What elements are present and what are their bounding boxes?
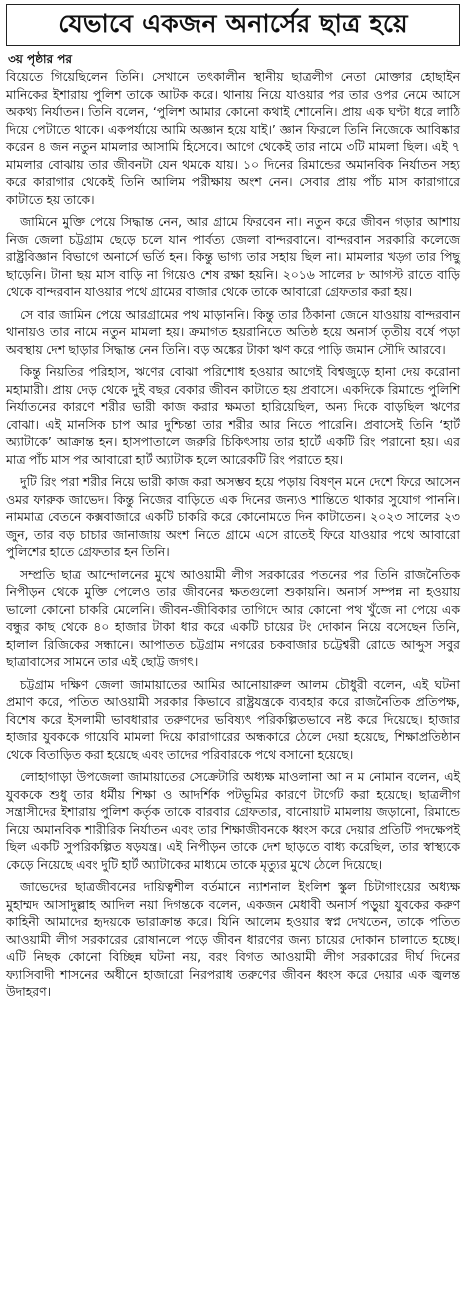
paragraph: সে বার জামিন পেয়ে আরগ্রামের পথ মাড়াননি। কিন্তু তার ঠিকানা জেনে যাওয়ায় বান্দরবান থানায়ও তার নামে নতুন মামলা হয়। ক্রমাগত হয়রানিতে অতিষ্ঠ হয়ে অনার্স তৃতীয় বর্ষে পড়া অবস্থায় দেশ ছাড়ার সিদ্ধান্ত নেন তিনি। বড় অঙ্কের টাকা ঋণ করে পাড়ি জমান সৌদি আরবে।: [6, 306, 460, 357]
paragraph: দুটি রিং পরা শরীর নিয়ে ভারী কাজ করা অসম্ভব হয়ে পড়ায় বিষণ্ন মনে দেশে ফিরে আসেন ওমর ফারুক জাভেদ। কিন্তু নিজের বাড়িতে এক দিনের জন্যও শান্তিতে থাকার সুযোগ পাননি। নামমাত্র বেতনে কক্সবাজারে একটি চাকরি করে কোনোমতে দিন কাটাতেন। ২০২৩ সালের ২৩ জুন, তার বড় চাচার জানাজায় অংশ নিতে গ্রামে এসে রাতেই ফিরে যাওয়ার পথে আবারো পুলিশের হাতে গ্রেফতার হন তিনি।: [6, 474, 460, 559]
paragraph: কিন্তু নিয়তির পরিহাস, ঋণের বোঝা পরিশোধ হওয়ার আগেই বিশ্বজুড়ে হানা দেয় করোনা মহামারী। প্রায় দেড় থেকে দুই বছর বেকার জীবন কাটাতে হয় প্রবাসে। একদিকে রিমান্ডে পুলিশি নির্যাতনের কারণে শরীর ভারী কাজ করার ক্ষমতা হারিয়েছিল, অন্য দিকে বাড়ছিল ঋণের বোঝা। এই মানসিক চাপ আর দুশ্চিন্তা তার শরীর আর নিতে পারেনি। প্রবাসেই তিনি ‘হার্ট অ্যাটাকে’ আক্রান্ত হন। হাসপাতালে জরুরি চিকিৎসায় তার হার্টে একটি রিং পরানো হয়। এর মাত্র পাঁচ মাস পর আবারো হার্ট অ্যাটাক হলে আরেকটি রিং পরাতে হয়।: [6, 364, 460, 467]
news-article: [0, 4, 466, 1302]
article-body: [6, 68, 460, 1001]
paragraph: চট্টগ্রাম দক্ষিণ জেলা জামায়াতের আমির আনোয়ারুল আলম চৌধুরী বলেন, এই ঘটনা প্রমাণ করে, পতিত আওয়ামী সরকার কিভাবে রাষ্ট্রযন্ত্রকে ব্যবহার করে রাজনৈতিক প্রতিপক্ষ, বিশেষ করে ইসলামী ভাবধারার তরুণদের ভবিষ্যৎ পরিকল্পিতভাবে নষ্ট করে দিয়েছে। হাজার হাজার যুবককে গায়েবি মামলা দিয়ে কারাগারের অন্ধকারে ঠেলে দেয়া হয়েছে, শিক্ষাপ্রতিষ্ঠান থেকে বিতাড়িত করা হয়েছে এবং তাদের পরিবারকে পথে বসানো হয়েছে।: [6, 676, 460, 762]
continued-from-label: ৩য় পৃষ্ঠার পর: [8, 52, 73, 66]
headline: যেভাবে একজন অনার্সের ছাত্র হয়ে: [58, 8, 408, 38]
paragraph: লোহাগাড়া উপজেলা জামায়াতের সেক্রেটারি অধ্যক্ষ মাওলানা আ ন ম নোমান বলেন, এই যুবককে শুধু তার ধর্মীয় শিক্ষা ও আদর্শিক পটভূমির কারণে টার্গেট করা হয়েছে। ছাত্রলীগ সন্ত্রাসীদের ইশারায় পুলিশ কর্তৃক তাকে বারবার গ্রেফতার, বানোয়াট মামলায় জড়ানো, রিমান্ডে নিয়ে অমানবিক শারীরিক নির্যাতন এবং তার শিক্ষাজীবনকে ধ্বংস করে দেয়ার প্রতিটি পদক্ষেপই ছিল একটি সুপরিকল্পিত ষড়যন্ত্র। এই নিপীড়ন তাকে দেশ ছাড়তে বাধ্য করেছিল, তার স্বাস্থ্যকে কেড়ে নিয়েছে এবং দুটি হার্ট অ্যাটাকের মাধ্যমে তাকে মৃত্যুর মুখে ঠেলে দিয়েছে।: [6, 769, 460, 872]
paragraph: বিয়েতে গিয়েছিলেন তিনি। সেখানে তৎকালীন স্থানীয় ছাত্রলীগ নেতা মোক্তার হোছাইন মানিকের ইশারায় পুলিশ তাকে আটক করে। থানায় নিয়ে যাওয়ার পর তার ওপর নেমে আসে অকথ্য নির্যাতন। তিনি বলেন, ‘পুলিশ আমার কোনো কথাই শোনেনি। প্রায় এক ঘণ্টা ধরে লাঠি দিয়ে পেটাতে থাকে। একপর্যায়ে আমি অজ্ঞান হয়ে যাই।’ জ্ঞান ফিরলে তিনি নিজেকে আবিষ্কার করেন ৪ জন নতুন মামলার আসামি হিসেবে। আগে থেকেই তার নামে ৩টি মামলা ছিল। এই ৭ মামলার বোঝায় তার জীবনটা যেন থমকে যায়। ১০ দিনের রিমান্ডের অমানবিক নির্যাতন সহ্য করে কারাগার থেকেই তিনি আলিম পরীক্ষায় অংশ নেন। সেবার প্রায় পাঁচ মাস কারাগারে কাটাতে হয় তাকে।: [6, 69, 460, 207]
paragraph: জাভেদের ছাত্রজীবনের দায়িত্বশীল বর্তমানে ন্যাশনাল ইংলিশ স্কুল চিটাগাংয়ের অধ্যক্ষ মুহাম্মদ আসাদুল্লাহ আদিল নয়া দিগন্তকে বলেন, একজন মেধাবী অনার্স পড়ুয়া যুবকের করুণ কাহিনী আমাদের হৃদয়কে ভারাক্রান্ত করে। যিনি আলেম হওয়ার স্বপ্ন দেখতেন, তাকে পতিত আওয়ামী লীগ সরকারের রোষানলে পড়ে জীবন ধারণের জন্য চায়ের দোকান চালাতে হচ্ছে। এটি নিছক কোনো বিচ্ছিন্ন ঘটনা নয়, বরং বিগত আওয়ামী লীগ সরকারের দীর্ঘ দিনের ফ্যাসিবাদী শাসনের অধীনে হাজারো নিরপরাধ তরুণের জীবন ধ্বংস করে দেয়ার এক জ্বলন্ত উদাহরণ।: [6, 879, 460, 999]
paragraph: জামিনে মুক্তি পেয়ে সিদ্ধান্ত নেন, আর গ্রামে ফিরবেন না। নতুন করে জীবন গড়ার আশায় নিজ জেলা চট্টগ্রাম ছেড়ে চলে যান পার্বত্য জেলা বান্দরবানে। বান্দরবান সরকারি কলেজে রাষ্ট্রবিজ্ঞান বিভাগে অনার্সে ভর্তি হন। কিন্তু ভাগ্য তার সহায় ছিল না। মামলার খড়্গ তার পিছু ছাড়েনি। টানা ছয় মাস বাড়ি না গিয়েও শেষ রক্ষা হয়নি। ২০১৬ সালের ৮ আগস্ট রাতে বাড়ি থেকে বান্দরবান যাওয়ার পথে গ্রামের বাজার থেকে তাকে আবারো গ্রেফতার করা হয়।: [6, 214, 460, 299]
paragraph: সম্প্রতি ছাত্র আন্দোলনের মুখে আওয়ামী লীগ সরকারের পতনের পর তিনি রাজনৈতিক নিপীড়ন থেকে মুক্তি পেলেও তার জীবনের ক্ষতগুলো শুকায়নি। অনার্স সম্পন্ন না হওয়ায় ভালো কোনো চাকরি মেলেনি। জীবন-জীবিকার তাগিদে আর কোনো পথ খুঁজে না পেয়ে এক বন্ধুর কাছ থেকে ৪০ হাজার টাকা ধার করে একটি চায়ের টং দোকান নিয়ে বসেছেন তিনি, হালাল রিজিকের সন্ধানে। আপাতত চট্টগ্রাম নগরের চকবাজার চট্টেশ্বরী রোডে আব্দুস সবুর ছাত্রাবাসের সামনে তার এই ছোট্ট জগৎ।: [6, 566, 460, 669]
headline-box: [6, 4, 460, 46]
